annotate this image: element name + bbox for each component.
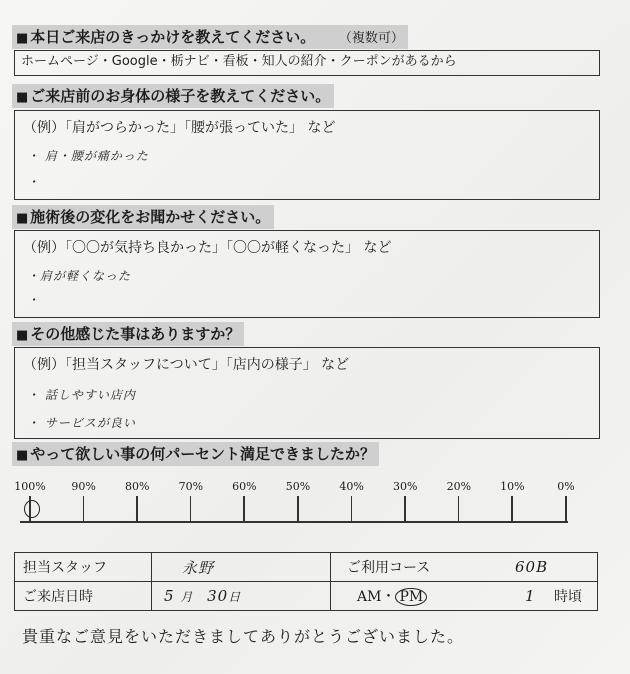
date-value xyxy=(152,582,331,611)
closing-message: 貴重なご意見をいただきましてありがとうございました。 xyxy=(22,627,465,646)
question-3-header xyxy=(12,205,274,229)
question-4-example: （例）「担当スタッフについて」「店内の様子」 など xyxy=(23,357,350,373)
scale-tick xyxy=(190,496,192,522)
ampm-field xyxy=(331,582,506,611)
question-4-header xyxy=(12,322,244,346)
scale-tick xyxy=(297,496,299,522)
square-bullet-icon: ■ xyxy=(16,328,29,343)
date-month: 5 xyxy=(164,587,175,605)
date-day: 30 xyxy=(207,587,229,605)
scale-tick xyxy=(351,496,353,522)
question-1-options-box xyxy=(14,50,600,76)
scale-label: 30% xyxy=(392,480,418,493)
date-month-unit: 月 xyxy=(180,590,194,604)
table-row xyxy=(15,553,598,582)
scale-tick xyxy=(136,496,138,522)
course-label: ご利用コース xyxy=(331,553,506,582)
scale-tick xyxy=(243,496,245,522)
staff-label: 担当スタッフ xyxy=(15,553,152,582)
question-1-note: （複数可） xyxy=(345,31,404,46)
question-3-example: （例）「〇〇が気持ち良かった」「〇〇が軽くなった」 など xyxy=(23,240,392,256)
question-4-answer-2: ・ サービスが良い xyxy=(27,416,136,430)
scale-label: 10% xyxy=(500,480,525,493)
scale-label: 0% xyxy=(557,480,575,493)
staff-value: 永野 xyxy=(152,553,331,582)
scale-label: 20% xyxy=(446,480,472,493)
time-field xyxy=(505,582,598,611)
scale-tick xyxy=(565,496,567,522)
table-row xyxy=(15,582,598,611)
am-label: AM・ xyxy=(357,589,396,605)
scale-label: 40% xyxy=(339,480,364,493)
scale-tick xyxy=(458,496,460,522)
question-4-answer-box xyxy=(14,347,600,439)
scale-tick xyxy=(29,496,31,522)
question-2-example: （例）「肩がつらかった」「腰が張っていた」 など xyxy=(23,120,336,136)
question-1-options: ホームページ・Google・栃ナビ・看板・知人の紹介・クーポンがあるから xyxy=(21,54,457,69)
scale-label: 80% xyxy=(124,480,150,493)
info-table xyxy=(14,552,598,611)
question-2-answer-2: ・ xyxy=(27,175,41,189)
scale-tick xyxy=(83,496,85,522)
square-bullet-icon: ■ xyxy=(16,31,29,46)
date-label: ご来店日時 xyxy=(15,582,152,611)
selected-mark xyxy=(24,500,40,518)
question-3-title: 施術後の変化をお聞かせください。 xyxy=(30,208,271,226)
question-1-title: 本日ご来店のきっかけを教えてください。 xyxy=(30,28,316,46)
question-1-header xyxy=(12,25,408,49)
pm-label: PM xyxy=(395,588,427,606)
scale-label: 100% xyxy=(14,480,46,493)
scale-baseline xyxy=(20,521,568,523)
time-value: 1 xyxy=(525,587,536,605)
question-3-answer-box xyxy=(14,230,600,318)
square-bullet-icon: ■ xyxy=(16,90,29,105)
question-2-header xyxy=(12,84,334,108)
time-unit: 時頃 xyxy=(554,589,582,605)
date-day-unit: 日 xyxy=(228,590,242,604)
scale-tick xyxy=(404,496,406,522)
scale-label: 70% xyxy=(178,480,204,493)
question-2-answer-1: ・ 肩・腰が痛かった xyxy=(27,149,149,163)
scale-label: 50% xyxy=(285,480,311,493)
question-5-title: やって欲しい事の何パーセント満足できましたか？ xyxy=(30,445,375,463)
scale-tick xyxy=(511,496,513,522)
question-2-answer-box xyxy=(14,110,600,200)
question-3-answer-2: ・ xyxy=(27,293,41,307)
question-4-title: その他感じた事はありますか？ xyxy=(30,325,241,343)
question-5-header xyxy=(12,442,379,466)
scale-label: 90% xyxy=(71,480,96,493)
scale-label: 60% xyxy=(232,480,257,493)
square-bullet-icon: ■ xyxy=(16,211,29,226)
course-value: 60B xyxy=(505,553,598,582)
question-3-answer-1: ・肩が軽くなった xyxy=(27,269,132,283)
question-4-answer-1: ・ 話しやすい店内 xyxy=(27,388,136,402)
square-bullet-icon: ■ xyxy=(16,448,29,463)
question-2-title: ご来店前のお身体の様子を教えてください。 xyxy=(30,87,331,105)
